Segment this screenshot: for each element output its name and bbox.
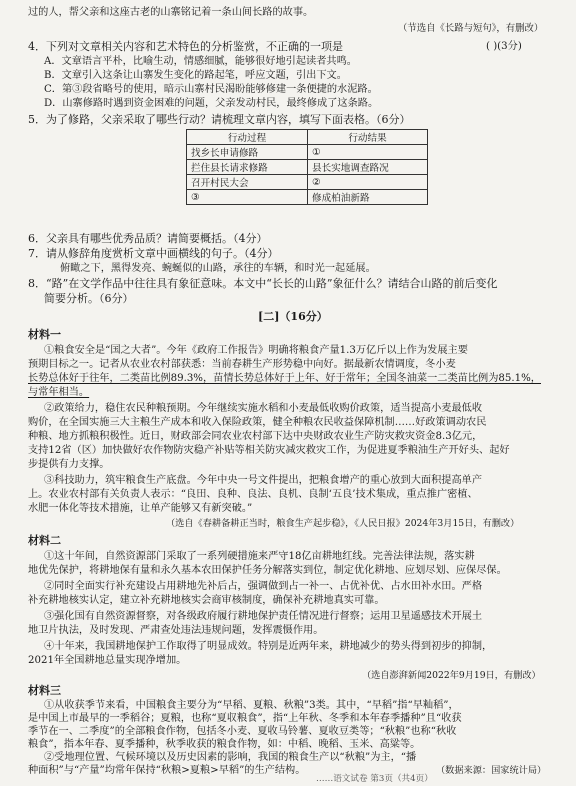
m2-p3-line1: ③强化国有自然资源督察，对各级政府履行耕地保护责任情况进行督察；运用卫星遥感技术开展土 bbox=[44, 611, 483, 622]
q5-table bbox=[186, 129, 428, 205]
m1-p3-line1: ③科技助力，筑牢粮食生产底盘。今年中央一号文件提出，把粮食增产的重心放到大面积提高单产 bbox=[44, 475, 483, 486]
q8-line2: 简要分析。（6分） bbox=[44, 292, 134, 305]
q7-stem: 7．请从修辞角度赏析文章中画横线的句子。（4分） bbox=[28, 247, 279, 260]
m1-p1-line1: ①粮食安全是“国之大者”。今年《政府工作报告》明确将粮食产量1.3万亿斤以上作为发展主要 bbox=[44, 345, 468, 356]
m3-p1-line4: 粮食”，指本年春、夏季播种，秋季收获的粮食作物，如：中稻、晚稻、玉米、高粱等。 bbox=[28, 739, 421, 750]
q5-row4-process: ③ bbox=[187, 190, 308, 205]
page-footer: ……语文试卷 第3页（共4页） bbox=[316, 774, 433, 784]
q4-option-a: A．文章语言平朴，比喻生动，情感细腻，能够很好地引起读者共鸣。 bbox=[44, 56, 357, 67]
q4-option-b: B．文章引入这条让山寨发生变化的路起笔，呼应文题，引出下文。 bbox=[44, 70, 347, 81]
m1-p2-line2: 购价，在全国实施三大主粮生产成本和收入保险政策，健全种粮农民收益保障机制……好政策调动农民 bbox=[28, 417, 487, 428]
q4-option-d: D．山寨修路时遇到资金困难的问题，父亲发动村民，最终修成了这条路。 bbox=[44, 98, 379, 109]
q4-option-c: C．第③段省略号的使用，暗示山寨村民渴盼能够修建一条便捷的水泥路。 bbox=[44, 84, 378, 95]
m1-p3-line3: 水肥一体化等技术措施，让单产能够又有新突破。” bbox=[28, 503, 253, 514]
m1-p1-line4: 与常年相当。 bbox=[28, 387, 90, 398]
material1-title: 材料一 bbox=[28, 328, 61, 341]
q5-row3-result: ② bbox=[308, 175, 428, 190]
m2-p4-line2: 2021年全国耕地总量实现净增加。 bbox=[28, 655, 187, 666]
q5-row1-process: 找乡长申请修路 bbox=[187, 145, 308, 160]
q8-line1: 8．“路”在文学作品中往往具有象征意味。本文中“长长的山路”象征什么？请结合山路的前后变化 bbox=[28, 277, 498, 290]
m1-p2-line1: ②政策给力，稳住农民种粮预期。今年继续实施水稻和小麦最低收购价政策，适当提高小麦最低收 bbox=[44, 403, 483, 414]
material3-title: 材料三 bbox=[28, 684, 61, 697]
m2-p2-line1: ②同时全面实行补充建设占用耕地先补后占，强调做到占一补一、占优补优、占水田补水田。严格 bbox=[44, 581, 483, 592]
m1-p2-line5: 步提供有力支撑。 bbox=[28, 459, 110, 470]
m2-p4-line1: ④十年来，我国耕地保护工作取得了明显成效。特别是近两年来，耕地减少的势头得到初步的抑制， bbox=[44, 641, 493, 652]
m2-p1-line2: 地优先保护，将耕地保有量和永久基本农田保护任务分解落实到位，制定优化耕地、应划尽划、应保尽保。 bbox=[28, 565, 507, 576]
m1-p1-line3: 长势总体好于往年，二类苗比例89.3%，苗情长势总体好于上年、好于常年；全国冬油菜一二类苗比例为85.1%， bbox=[28, 373, 541, 384]
q5-row3-process: 召开村民大会 bbox=[187, 175, 308, 190]
m3-p1-line1: ①从收获季节来看，中国粮食主要分为“早稻、夏粮、秋粮”3类。其中，“早稻”指“早籼稻”， bbox=[44, 700, 459, 711]
m3-p1-line2: 是中国上市最早的一季稻谷；夏粮，也称“夏収粮食”，指“上年秋、冬季和本年春季播种”且“收获 bbox=[28, 713, 462, 724]
story-source: （节选自《长路与短句》，有删改） bbox=[398, 23, 544, 34]
section-heading: [二]（16分） bbox=[258, 310, 328, 323]
q4-stem: 4．下列对文章相关内容和艺术特色的分析鉴赏，不正确的一项是 bbox=[28, 40, 343, 53]
q4-answer-paren: ( )(3分) bbox=[486, 41, 522, 52]
q5-head-process: 行动过程 bbox=[187, 130, 308, 145]
q5-stem: 5．为了修路，父亲采取了哪些行动？请梳理文章内容，填写下面表格。（6分） bbox=[28, 113, 411, 126]
q5-row1-result: ① bbox=[308, 145, 428, 160]
q5-row2-process: 拦住县长请求修路 bbox=[187, 160, 308, 175]
m2-source: （选自澎湃新闻2022年9月19日，有删改） bbox=[362, 670, 541, 681]
m3-p1-line3: 季节在一、二季度”的全部粮食作物，包括冬小麦、夏收马铃薯、夏收豆类等；“秋粮”也称“秋收 bbox=[28, 726, 457, 737]
m3-p2-line2: 种面积”与“产量”均常年保持“秋粮>夏粮>早稻”的生产结构。 bbox=[28, 765, 306, 776]
q5-row4-result: 修成柏油新路 bbox=[308, 190, 428, 205]
m1-p1-line2: 预期目标之一。记者从农业农村部获悉：当前春耕生产形势稳中向好。据最新农情调度，冬小麦 bbox=[28, 359, 456, 370]
m1-source: （选自《春耕备耕正当时，粮食生产起步稳》，《人民日报》2024年3月15日，有删改） bbox=[166, 518, 520, 529]
m3-source: （数据来源：国家统计局） bbox=[436, 765, 547, 776]
m1-p2-line4: 支持12省（区）加快做好农作物防灾稳产补贴等相关防灾减灾救灾工作，为促进夏季粮油生产开好头、起好 bbox=[28, 445, 510, 456]
m2-p1-line1: ①这十年间，自然资源部门采取了一系列硬措施来严守18亿亩耕地红线。完善法律法规，落实耕 bbox=[44, 551, 475, 562]
m2-p2-line2: 补充耕地核实认定，建立补充耕地核实会商审核制度，确保补充耕地真实可靠。 bbox=[28, 595, 385, 606]
q6-stem: 6．父亲具有哪些优秀品质？请简要概括。（4分） bbox=[28, 232, 268, 245]
m1-p2-line3: 种粮、地方抓粮积极性。近日，财政部会同农业农村部下达中央财政农业生产防灾救灾资金8.3亿元， bbox=[28, 431, 483, 442]
material2-title: 材料二 bbox=[28, 534, 61, 547]
q7-quote: 俯瞰之下，黑得发亮、蜿蜒似的山路，承往的车辆，和时光一起延展。 bbox=[60, 263, 376, 274]
m1-p3-line2: 上。农业农村部有关负责人表示：“良田、良种、良法、良机、良制‘五良’技术集成，重点推广密植、 bbox=[28, 489, 478, 500]
m2-p3-line2: 地卫片执法，及时发现、严肃查处违法违规问题，发挥震慑作用。 bbox=[28, 625, 324, 636]
story-last-line: 过的人，帮父亲和这座古老的山寨铭记着一条山间长路的故事。 bbox=[28, 7, 314, 18]
m3-p2-line1: ②受地理位置、气候环境以及历史因素的影响，我国的粮食生产以“秋粮”为主，“播 bbox=[44, 752, 417, 763]
q5-row2-result: 县长实地调查路况 bbox=[308, 160, 428, 175]
q5-head-result: 行动结果 bbox=[308, 130, 428, 145]
